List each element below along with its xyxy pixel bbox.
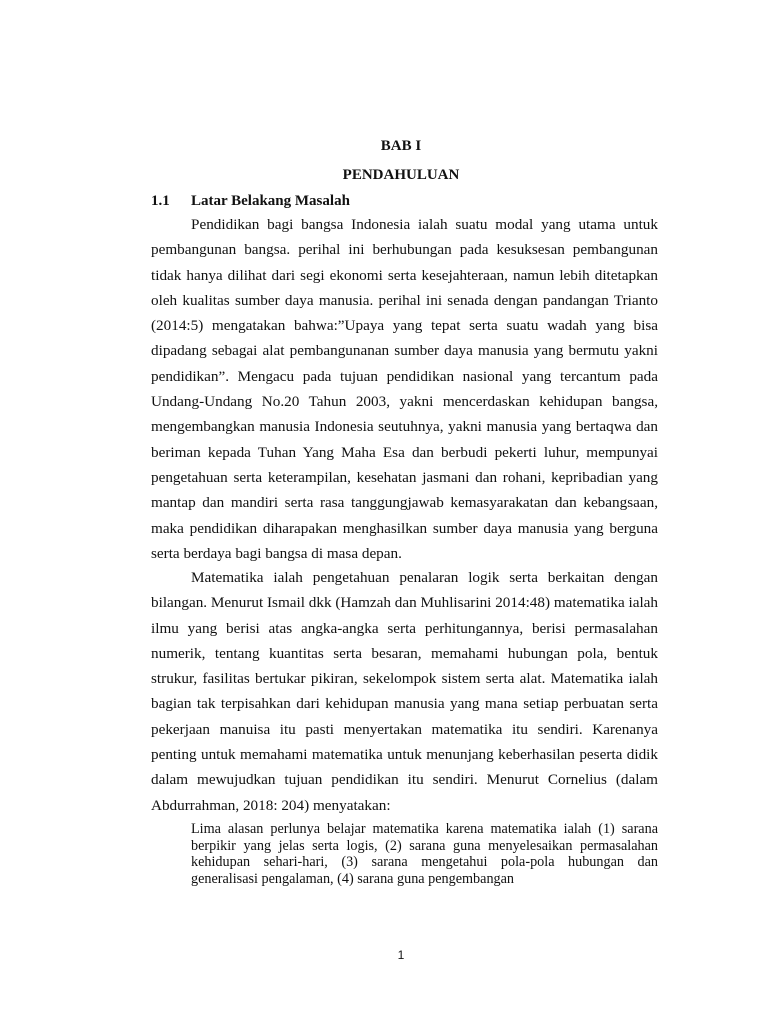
chapter-heading: BAB I xyxy=(380,138,422,154)
page-number: 1 xyxy=(397,948,405,962)
section-heading xyxy=(151,191,350,211)
paragraph-education: Pendidikan bagi bangsa Indonesia ialah suatu modal yang utama untuk pembangunan bangsa. perihal ini berhubungan pada kesuksesan pembangunan tidak hanya dilihat dari segi ekonomi serta kesejahteraan, namun lebih ditetapkan oleh kualitas sumber daya manusia. perihal ini senada dengan pandangan Trianto (2014:5) mengatakan bahwa:”Upaya yang tepat serta suatu wadah yang bisa dipadang sebagai alat pembangunanan sumber daya manusia yang bermutu yakni pendidikan”. Mengacu pada tujuan pendidikan nasional yang tercantum pada Undang-Undang No.20 Tahun 2003, yakni mencerdaskan kehidupan bangsa, mengembangkan manusia Indonesia seutuhnya, yakni manusia yang bertaqwa dan beriman kepada Tuhan Yang Maha Esa dan berbudi pekerti luhur, mempunyai pengetahuan serta keterampilan, kesehatan jasmani dan rohani, kepribadian yang mantap dan mandiri serta rasa tanggungjawab kemasyarakatan dan kebangsaan, maka pendidikan diharapakan menghasilkan sumber daya manusia yang berguna serta berdaya bagi bangsa di masa depan. xyxy=(151,216,658,562)
block-quote: Lima alasan perlunya belajar matematika karena matematika ialah (1) sarana berpikir yang jelas serta logis, (2) sarana guna menyelesaikan permasalahan kehidupan sehari-hari, (3) sarana mengetahui pola-pola hubungan dan generalisasi pengalaman, (4) sarana guna pengembangan xyxy=(191,821,658,888)
section-number: 1.1 xyxy=(151,193,170,209)
section-title: Latar Belakang Masalah xyxy=(191,193,350,209)
paragraph-mathematics: Matematika ialah pengetahuan penalaran logik serta berkaitan dengan bilangan. Menurut Ismail dkk (Hamzah dan Muhlisarini 2014:48) matematika ialah ilmu yang berisi atas angka-angka serta perhitungannya, berisi permasalahan numerik, tentang kuantitas serta besaran, memahami hubungan pola, bentuk strukur, fasilitas bertukar pikiran, sekelompok sistem serta alat. Matematika ialah bagian tak terpisahkan dari kehidupan manusia yang mana setiap perbuatan serta pekerjaan manuisa itu pasti menyertakan matematika itu sendiri. Karenanya penting untuk memahami matematika untuk menunjang keberhasilan peserta didik dalam mewujudkan tujuan pendidikan itu sendiri. Menurut Cornelius (dalam Abdurrahman, 2018: 204) menyatakan: xyxy=(151,569,658,814)
chapter-title: PENDAHULUAN xyxy=(342,167,460,183)
